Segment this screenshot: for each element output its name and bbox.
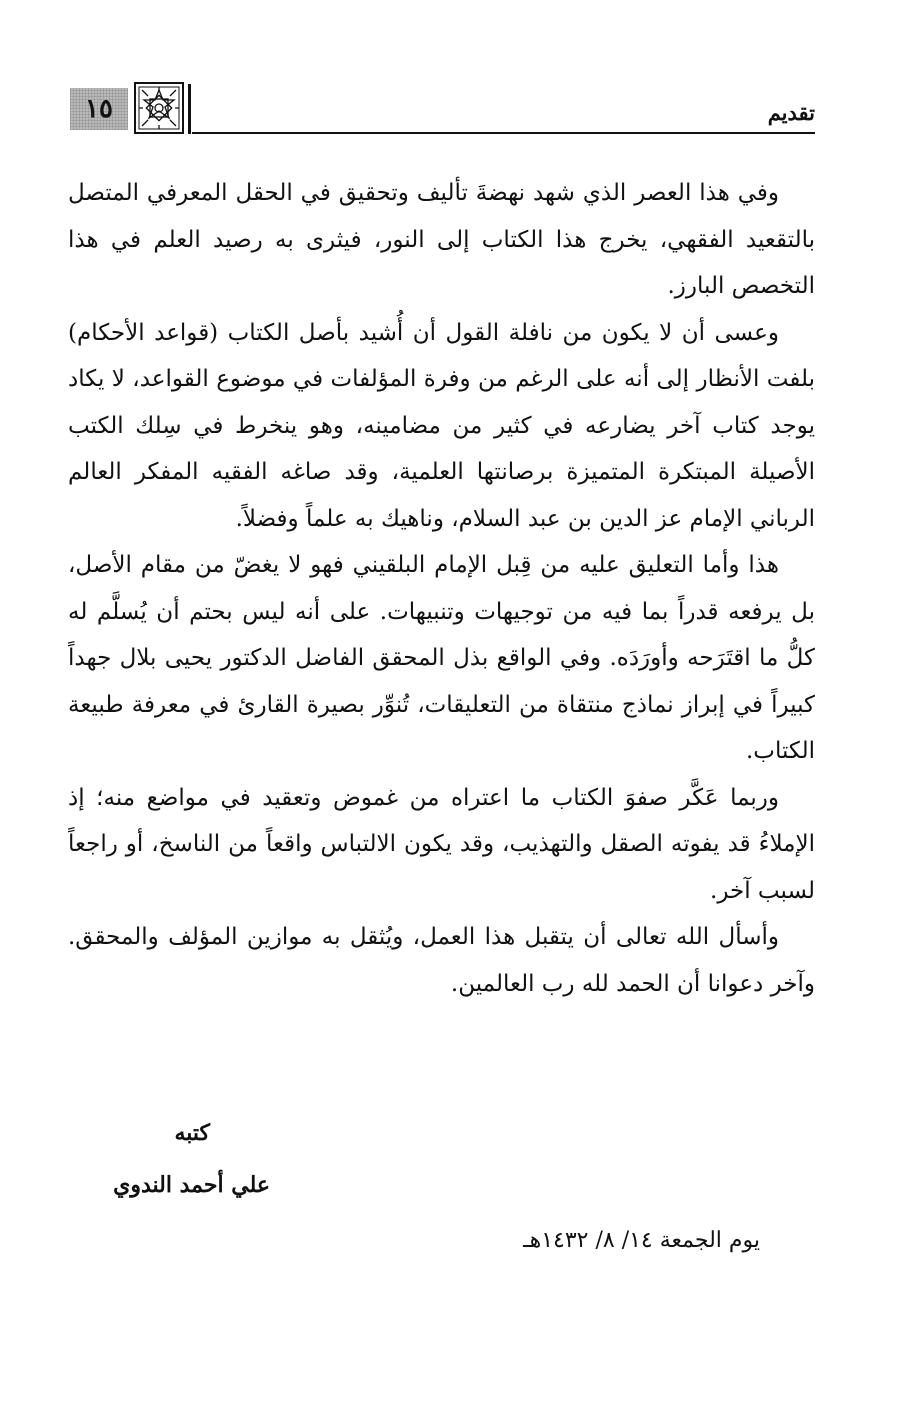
paragraph: وفي هذا العصر الذي شهد نهضةَ تأليف وتحقيق في الحقل المعرفي المتصل بالتقعيد الفقهي، يخرج هذا الكتاب إلى النور، فيثرى به رصيد العلم في هذا التخصص البارز.	[68, 180, 815, 299]
body-text	[68, 170, 815, 1007]
paragraph: وربما عَكَّر صفوَ الكتاب ما اعتراه من غموض وتعقيد في مواضع منه؛ إذ الإملاءُ قد يفوته الصقل والتهذيب، وقد يكون الالتباس واقعاً من الناسخ، أو راجعاً لسبب آخر.	[68, 784, 815, 904]
page-header	[70, 82, 815, 142]
header-rule	[192, 132, 815, 134]
chapter-title: تقديم	[767, 100, 815, 125]
geometric-star-ornament-icon	[134, 82, 184, 134]
author-name: علي أحمد الندوي	[113, 1172, 270, 1198]
date-line: يوم الجمعة ١٤/ ٨/ ١٤٣٢هـ	[523, 1228, 760, 1253]
header-divider	[188, 84, 191, 134]
paragraph: وعسى أن لا يكون من نافلة القول أن أُشيد بأصل الكتاب (قواعد الأحكام) بلفت الأنظار إلى أنه على الرغم من وفرة المؤلفات في موضوع القواعد، لا يكاد يوجد كتاب آخر يضارعه في كثير من مضامينه، وهو ينخرط في سِلك الكتب الأصيلة المبتكرة المتميزة برصانتها العلمية، وقد صاغه الفقيه المفكر العالم الرباني الإمام عز الدين بن عبد السلام، وناهيك به علماً وفضلاً.	[68, 319, 815, 532]
page-number: ١٥	[70, 88, 128, 130]
signature-label: كتبه	[174, 1120, 210, 1146]
paragraph: هذا وأما التعليق عليه من قِبل الإمام البلقيني فهو لا يغضّ من مقام الأصل، بل يرفعه قدراً بما فيه من توجيهات وتنبيهات. على أنه ليس بحتم أن يُسلَّم له كلُّ ما اقتَرَحه وأورَدَه. وفي الواقع بذل المحقق الفاضل الدكتور يحيى بلال جهداً كبيراً في إبراز نماذج منتقاة من التعليقات، تُنوِّر بصيرة القارئ في معرفة طبيعة الكتاب.	[68, 552, 816, 764]
paragraph: وأسأل الله تعالى أن يتقبل هذا العمل، ويُثقل به موازين المؤلف والمحقق. وآخر دعوانا أن الحمد لله رب العالمين.	[68, 924, 815, 997]
